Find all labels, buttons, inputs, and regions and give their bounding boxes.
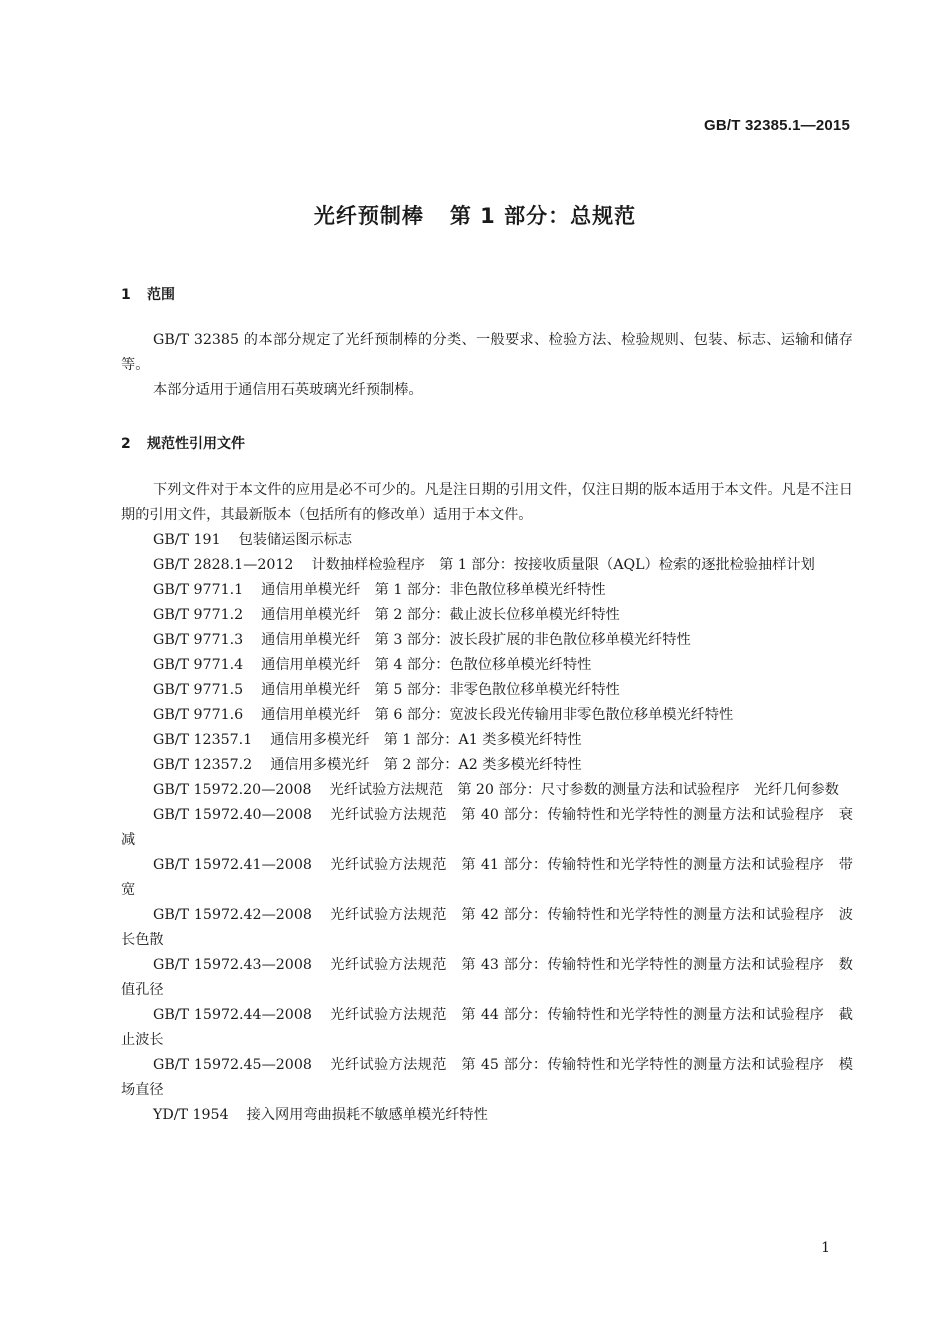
reference-title: 光纤试验方法规范 第 20 部分：尺寸参数的测量方法和试验程序 光纤几何参数: [329, 782, 839, 798]
reference-item: [121, 1003, 853, 1053]
reference-code: YD/T 1954: [153, 1107, 229, 1123]
reference-title: 光纤试验方法规范 第 40 部分：传输特性和光学特性的测量方法和试验程序 衰减: [121, 807, 853, 848]
reference-item: [121, 528, 853, 553]
reference-title: 通信用单模光纤 第 3 部分：波长段扩展的非色散位移单模光纤特性: [261, 632, 691, 648]
reference-item: [121, 628, 853, 653]
section-2-heading: [121, 433, 245, 453]
reference-code: GB/T 15972.42—2008: [153, 907, 312, 923]
standard-code-header: GB/T 32385.1—2015: [704, 117, 850, 134]
reference-title: 通信用多模光纤 第 1 部分：A1 类多模光纤特性: [270, 732, 582, 748]
reference-title: 包装储运图示标志: [238, 532, 353, 548]
paragraph: GB/T 32385 的本部分规定了光纤预制棒的分类、一般要求、检验方法、检验规则、包装、标志、运输和储存等。: [121, 332, 853, 373]
reference-code: GB/T 9771.6: [153, 707, 244, 723]
reference-code: GB/T 9771.3: [153, 632, 244, 648]
reference-title: 通信用单模光纤 第 2 部分：截止波长位移单模光纤特性: [261, 607, 620, 623]
reference-title: 通信用单模光纤 第 4 部分：色散位移单模光纤特性: [261, 657, 592, 673]
reference-code: GB/T 12357.1: [153, 732, 253, 748]
reference-item: [121, 603, 853, 628]
reference-item: [121, 903, 853, 953]
reference-item: [121, 953, 853, 1003]
reference-title: 光纤试验方法规范 第 42 部分：传输特性和光学特性的测量方法和试验程序 波长色散: [121, 907, 853, 948]
reference-code: GB/T 15972.44—2008: [153, 1007, 312, 1023]
reference-list: [121, 528, 853, 1128]
reference-code: GB/T 2828.1—2012: [153, 557, 294, 573]
reference-item: [121, 778, 853, 803]
section-1-body: [121, 328, 853, 403]
reference-title: 通信用单模光纤 第 1 部分：非色散位移单模光纤特性: [261, 582, 606, 598]
reference-item: [121, 578, 853, 603]
reference-item: [121, 853, 853, 903]
reference-title: 接入网用弯曲损耗不敏感单模光纤特性: [246, 1107, 488, 1123]
reference-item: [121, 728, 853, 753]
reference-code: GB/T 12357.2: [153, 757, 253, 773]
reference-item: [121, 1103, 853, 1128]
section-number: 1: [121, 287, 131, 303]
reference-item: [121, 753, 853, 778]
reference-item: [121, 678, 853, 703]
page-number: 1: [821, 1240, 830, 1256]
reference-item: [121, 703, 853, 728]
reference-code: GB/T 15972.40—2008: [153, 807, 312, 823]
title-main: 光纤预制棒: [313, 204, 424, 228]
reference-title: 通信用单模光纤 第 6 部分：宽波长段光传输用非零色散位移单模光纤特性: [261, 707, 734, 723]
reference-code: GB/T 9771.2: [153, 607, 244, 623]
reference-title: 光纤试验方法规范 第 45 部分：传输特性和光学特性的测量方法和试验程序 模场直径: [121, 1057, 853, 1098]
reference-title: 光纤试验方法规范 第 44 部分：传输特性和光学特性的测量方法和试验程序 截止波长: [121, 1007, 853, 1048]
reference-title: 通信用单模光纤 第 5 部分：非零色散位移单模光纤特性: [261, 682, 620, 698]
section-2-body: [121, 478, 853, 1128]
reference-item: [121, 653, 853, 678]
document-title: [0, 200, 950, 230]
paragraph: 本部分适用于通信用石英玻璃光纤预制棒。: [153, 382, 423, 398]
section-title: 范围: [147, 287, 175, 303]
reference-item: [121, 803, 853, 853]
reference-item: [121, 553, 853, 578]
section-1-heading: [121, 284, 175, 304]
section-number: 2: [121, 436, 131, 452]
title-part: 第 1 部分：总规范: [449, 204, 637, 228]
reference-code: GB/T 15972.43—2008: [153, 957, 312, 973]
section-title: 规范性引用文件: [147, 436, 245, 452]
reference-code: GB/T 15972.45—2008: [153, 1057, 312, 1073]
reference-code: GB/T 9771.1: [153, 582, 244, 598]
reference-code: GB/T 15972.41—2008: [153, 857, 312, 873]
reference-title: 光纤试验方法规范 第 43 部分：传输特性和光学特性的测量方法和试验程序 数值孔径: [121, 957, 853, 998]
reference-title: 通信用多模光纤 第 2 部分：A2 类多模光纤特性: [270, 757, 582, 773]
reference-code: GB/T 15972.20—2008: [153, 782, 312, 798]
reference-title: 光纤试验方法规范 第 41 部分：传输特性和光学特性的测量方法和试验程序 带宽: [121, 857, 853, 898]
reference-item: [121, 1053, 853, 1103]
paragraph: 下列文件对于本文件的应用是必不可少的。凡是注日期的引用文件，仅注日期的版本适用于本文件。凡是不注日期的引用文件，其最新版本（包括所有的修改单）适用于本文件。: [121, 482, 853, 523]
reference-code: GB/T 9771.5: [153, 682, 244, 698]
reference-code: GB/T 191: [153, 532, 221, 548]
reference-title: 计数抽样检验程序 第 1 部分：按接收质量限（AQL）检索的逐批检验抽样计划: [311, 557, 815, 573]
reference-code: GB/T 9771.4: [153, 657, 244, 673]
